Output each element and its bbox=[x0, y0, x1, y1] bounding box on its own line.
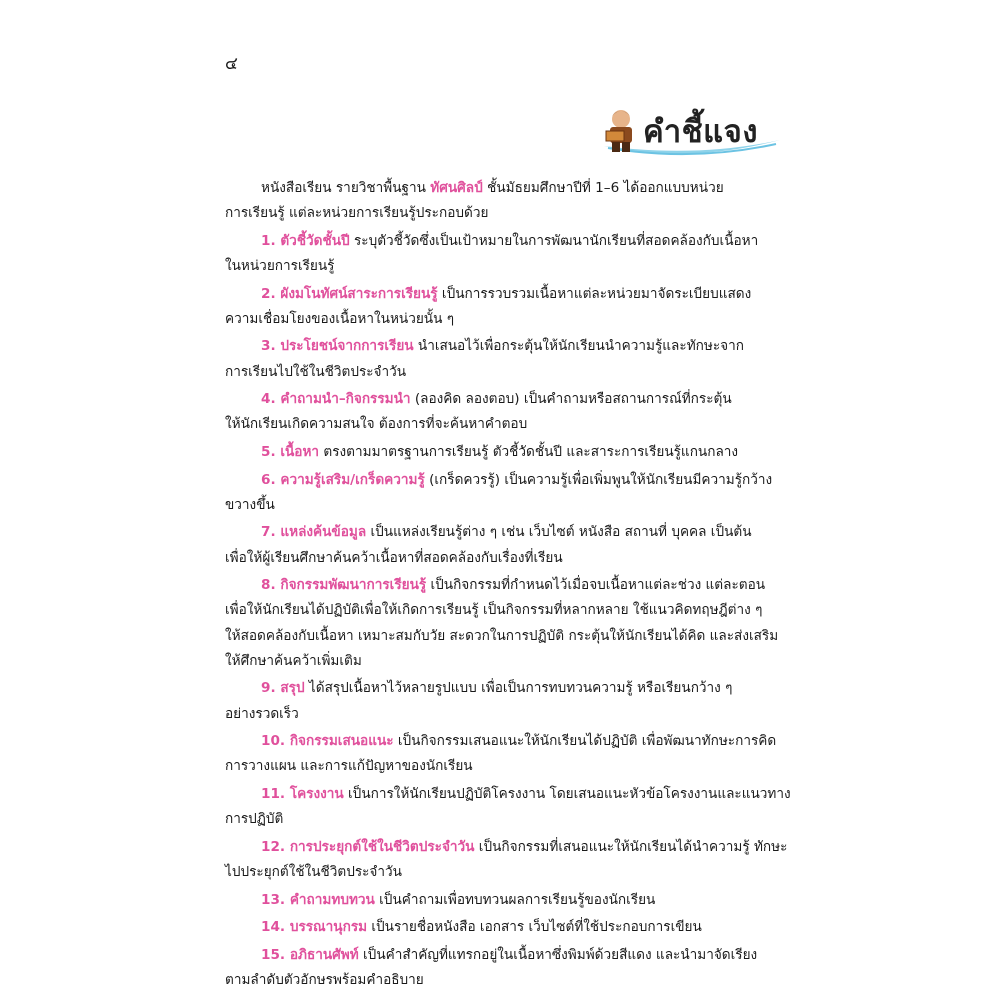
item-term: 14. บรรณานุกรม bbox=[261, 919, 368, 936]
list-item bbox=[225, 573, 780, 674]
item-continuation: การวางแผน และการแก้ปัญหาของนักเรียน bbox=[225, 758, 473, 775]
list-item bbox=[225, 835, 788, 885]
boy-reading-book-icon bbox=[600, 104, 644, 154]
item-description: เป็นแหล่งเรียนรู้ต่าง ๆ เช่น เว็บไซต์ หนังสือ สถานที่ บุคคล เป็นต้น bbox=[366, 524, 752, 541]
list-item bbox=[225, 729, 780, 779]
item-continuation: ในหน่วยการเรียนรู้ bbox=[225, 258, 335, 274]
list-item bbox=[225, 520, 780, 570]
item-continuation: การเรียนไปใช้ในชีวิตประจำวัน bbox=[225, 363, 407, 380]
item-description: เป็นการรวบรวมเนื้อหาแต่ละหน่วยมาจัดระเบียบแสดง bbox=[437, 285, 752, 302]
intro-line2: การเรียนรู้ แต่ละหน่วยการเรียนรู้ประกอบด้วย bbox=[225, 205, 489, 222]
list-item bbox=[225, 888, 780, 913]
item-description: เป็นกิจกรรมที่เสนอแนะให้นักเรียนได้นำความรู้ ทักษะ bbox=[474, 838, 788, 855]
item-term: 7. แหล่งค้นข้อมูล bbox=[261, 524, 367, 541]
list-item bbox=[225, 943, 780, 993]
subject-name: ทัศนศิลป์ bbox=[430, 180, 483, 196]
list-item bbox=[225, 468, 780, 518]
item-term: 11. โครงงาน bbox=[261, 785, 344, 802]
list-item bbox=[225, 440, 780, 465]
item-description: เป็นกิจกรรมเสนอแนะให้นักเรียนได้ปฏิบัติ เพื่อพัฒนาทักษะการคิด bbox=[393, 733, 777, 750]
item-term: 12. การประยุกต์ใช้ในชีวิตประจำวัน bbox=[261, 838, 475, 855]
item-continuation: ขวางขึ้น bbox=[225, 496, 275, 513]
item-description: (ลองคิด ลองตอบ) เป็นคำถามหรือสถานการณ์ที่กระตุ้น bbox=[410, 391, 732, 408]
item-continuation: เพื่อให้ผู้เรียนศึกษาค้นคว้าเนื้อหาที่สอดคล้องกับเรื่องที่เรียน bbox=[225, 549, 563, 566]
item-term: 1. ตัวชี้วัดชั้นปี bbox=[261, 232, 350, 249]
item-term: 8. กิจกรรมพัฒนาการเรียนรู้ bbox=[261, 577, 427, 594]
intro-line1-prefix: หนังสือเรียน รายวิชาพื้นฐาน bbox=[261, 180, 431, 196]
item-continuation: ไปประยุกต์ใช้ในชีวิตประจำวัน bbox=[225, 863, 402, 880]
item-continuation: เพื่อให้นักเรียนได้ปฏิบัติเพื่อให้เกิดการเรียนรู้ เป็นกิจกรรมที่หลากหลาย ใช้แนวคิดทฤษฎีต่าง ๆ bbox=[225, 602, 763, 619]
page-number: ๔ bbox=[225, 54, 238, 74]
item-description: เป็นกิจกรรมที่กำหนดไว้เมื่อจบเนื้อหาแต่ละช่วง แต่ละตอน bbox=[426, 577, 766, 594]
item-term: 2. ผังมโนทัศน์สาระการเรียนรู้ bbox=[261, 285, 438, 302]
item-term: 5. เนื้อหา bbox=[261, 443, 320, 460]
item-continuation: ให้สอดคล้องกับเนื้อหา เหมาะสมกับวัย สะดวกในการปฏิบัติ กระตุ้นให้นักเรียนได้คิด และส่งเสริม bbox=[225, 627, 779, 644]
item-description: เป็นรายชื่อหนังสือ เอกสาร เว็บไซต์ที่ใช้ประกอบการเขียน bbox=[367, 919, 702, 936]
item-description: ระบุตัวชี้วัดซึ่งเป็นเป้าหมายในการพัฒนานักเรียนที่สอดคล้องกับเนื้อหา bbox=[349, 232, 759, 249]
item-description: เป็นคำถามเพื่อทบทวนผลการเรียนรู้ของนักเรียน bbox=[374, 891, 656, 908]
heading-title: คำชี้แจง bbox=[643, 114, 758, 150]
list-item bbox=[225, 229, 780, 279]
list-item bbox=[225, 915, 780, 940]
item-continuation: ให้ศึกษาค้นคว้าเพิ่มเติม bbox=[225, 652, 362, 669]
list-item bbox=[225, 387, 780, 437]
item-term: 13. คำถามทบทวน bbox=[261, 891, 375, 908]
item-description: เป็นคำสำคัญที่แทรกอยู่ในเนื้อหาซึ่งพิมพ์ด้วยสีแดง และนำมาจัดเรียง bbox=[358, 946, 758, 963]
intro-paragraph bbox=[225, 176, 780, 226]
document-body bbox=[225, 176, 791, 993]
item-term: 10. กิจกรรมเสนอแนะ bbox=[261, 733, 394, 750]
list-item bbox=[225, 676, 780, 726]
intro-line1-suffix: ชั้นมัธยมศึกษาปีที่ 1–6 ได้ออกแบบหน่วย bbox=[482, 180, 724, 196]
item-description: นำเสนอไว้เพื่อกระตุ้นให้นักเรียนนำความรู้และทักษะจาก bbox=[413, 338, 744, 355]
item-continuation: การปฏิบัติ bbox=[225, 811, 284, 828]
item-continuation: ตามลำดับตัวอักษรพร้อมคำอธิบาย bbox=[225, 971, 424, 988]
item-continuation: ให้นักเรียนเกิดความสนใจ ต้องการที่จะค้นหาคำตอบ bbox=[225, 416, 528, 433]
item-continuation: อย่างรวดเร็ว bbox=[225, 705, 299, 722]
list-item bbox=[225, 282, 780, 332]
item-term: 9. สรุป bbox=[261, 680, 305, 697]
item-term: 4. คำถามนำ–กิจกรรมนำ bbox=[261, 391, 411, 408]
item-description: (เกร็ดควรรู้) เป็นความรู้เพื่อเพิ่มพูนให้นักเรียนมีความรู้กว้าง bbox=[424, 471, 773, 488]
list-item bbox=[225, 782, 791, 832]
item-term: 15. อภิธานศัพท์ bbox=[261, 946, 359, 963]
section-heading bbox=[598, 100, 783, 160]
item-description: เป็นการให้นักเรียนปฏิบัติโครงงาน โดยเสนอแนะหัวข้อโครงงานและแนวทาง bbox=[343, 785, 791, 802]
item-continuation: ความเชื่อมโยงของเนื้อหาในหน่วยนั้น ๆ bbox=[225, 310, 455, 327]
list-item bbox=[225, 334, 780, 384]
item-term: 3. ประโยชน์จากการเรียน bbox=[261, 338, 414, 355]
item-description: ตรงตามมาตรฐานการเรียนรู้ ตัวชี้วัดชั้นปี และสาระการเรียนรู้แกนกลาง bbox=[319, 443, 739, 460]
item-description: ได้สรุปเนื้อหาไว้หลายรูปแบบ เพื่อเป็นการทบทวนความรู้ หรือเรียนกว้าง ๆ bbox=[304, 680, 733, 697]
item-term: 6. ความรู้เสริม/เกร็ดความรู้ bbox=[261, 471, 425, 488]
